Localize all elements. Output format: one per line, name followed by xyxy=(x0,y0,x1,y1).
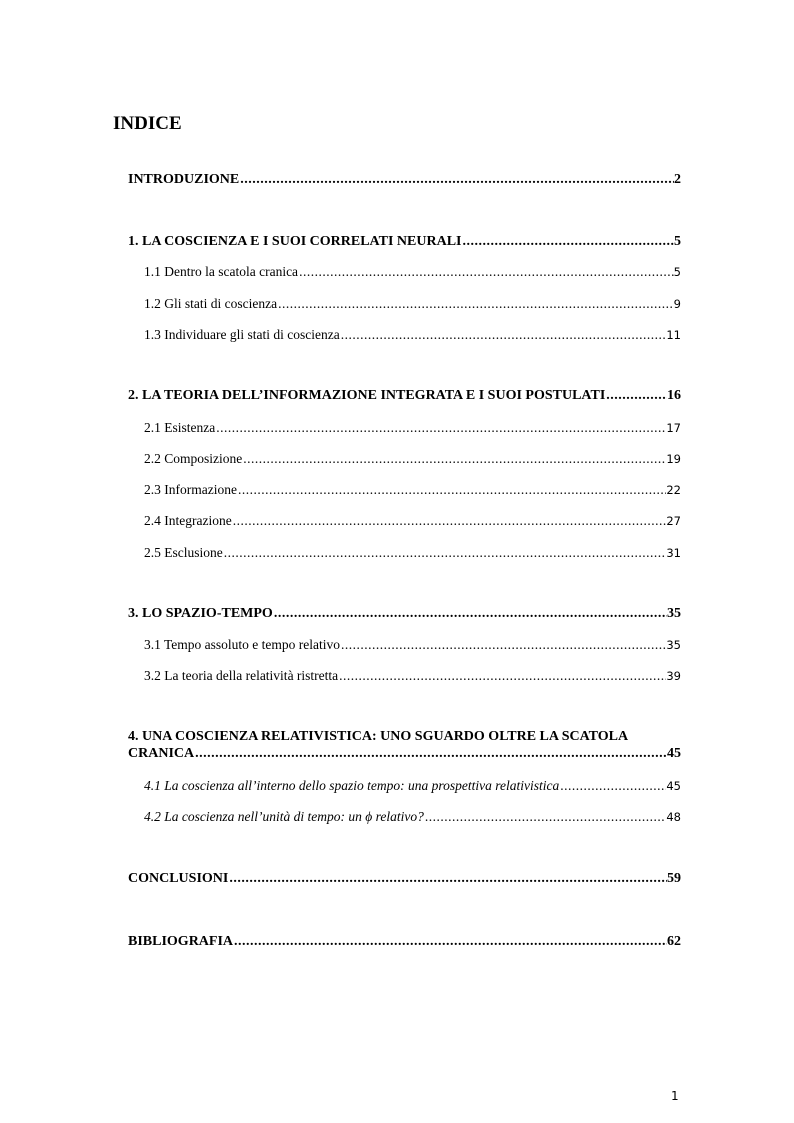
toc-entry-page: 62 xyxy=(667,934,681,949)
toc-entry-1-3[interactable] xyxy=(144,326,681,344)
toc-entry-4-1[interactable] xyxy=(144,777,681,795)
toc-entry-page: 35 xyxy=(666,638,681,652)
toc-entry-title: CONCLUSIONI xyxy=(128,871,229,886)
toc-entry-page: 45 xyxy=(666,779,681,793)
toc-entry-2-4[interactable] xyxy=(144,512,681,530)
toc-leader-dots xyxy=(278,295,674,312)
toc-entry-page: 59 xyxy=(667,871,681,886)
toc-entry-title: 2.4 Integrazione xyxy=(144,513,232,528)
toc-entry-page: 35 xyxy=(667,606,681,621)
toc-entry-2-2[interactable] xyxy=(144,450,681,468)
toc-leader-dots xyxy=(234,933,667,950)
toc-entry-title: 1.2 Gli stati di coscienza xyxy=(144,296,278,311)
toc-entry-conclusioni[interactable] xyxy=(128,870,681,887)
toc-entry-title: INTRODUZIONE xyxy=(128,172,240,187)
toc-entry-page: 27 xyxy=(666,514,681,528)
toc-entry-3-2[interactable] xyxy=(144,667,681,685)
toc-entry-1-2[interactable] xyxy=(144,295,681,313)
toc-entry-title: 4. UNA COSCIENZA RELATIVISTICA: UNO SGUARDO OLTRE LA SCATOLA xyxy=(128,729,629,744)
toc-leader-dots xyxy=(233,512,667,529)
toc-entry-page: 2 xyxy=(674,172,681,187)
toc-leader-dots xyxy=(560,777,666,794)
toc-entry-page: 11 xyxy=(666,328,681,342)
toc-entry-title: 1.3 Individuare gli stati di coscienza xyxy=(144,327,340,342)
toc-entry-title: BIBLIOGRAFIA xyxy=(128,934,234,949)
toc-entry-bibliografia[interactable] xyxy=(128,933,681,950)
toc-leader-dots xyxy=(299,263,674,280)
toc-entry-chapter-1[interactable] xyxy=(128,233,681,250)
toc-leader-dots xyxy=(341,326,667,343)
toc-entry-title: 3.1 Tempo assoluto e tempo relativo xyxy=(144,637,341,652)
toc-entry-chapter-2[interactable] xyxy=(128,387,681,404)
toc-entry-introduzione[interactable] xyxy=(128,171,681,188)
toc-entry-title: 2.5 Esclusione xyxy=(144,545,223,560)
toc-entry-title: 1.1 Dentro la scatola cranica xyxy=(144,264,299,279)
toc-entry-title: 2. LA TEORIA DELL’INFORMAZIONE INTEGRATA E I SUOI POSTULATI xyxy=(128,388,606,403)
toc-leader-dots xyxy=(238,481,666,498)
toc-entry-title: 4.2 La coscienza nell’unità di tempo: un ϕ relativo? xyxy=(144,809,424,824)
toc-entry-chapter-3[interactable] xyxy=(128,605,681,622)
toc-entry-page: 17 xyxy=(666,421,681,435)
toc-entry-page: 19 xyxy=(666,452,681,466)
toc-entry-title: 2.2 Composizione xyxy=(144,451,243,466)
toc-leader-dots xyxy=(243,450,666,467)
toc-entry-title: 1. LA COSCIENZA E I SUOI CORRELATI NEURALI xyxy=(128,234,462,249)
toc-entry-page: 39 xyxy=(666,669,681,683)
toc-leader-dots xyxy=(339,667,666,684)
toc-leader-dots xyxy=(274,605,667,622)
toc-entry-page: 31 xyxy=(666,546,681,560)
toc-entry-page: 5 xyxy=(674,234,681,249)
toc-leader-dots xyxy=(425,808,667,825)
toc-entry-title: 4.1 La coscienza all’interno dello spazio tempo: una prospettiva relativistica xyxy=(144,778,560,793)
toc-entry-page: 45 xyxy=(667,746,681,761)
toc-leader-dots xyxy=(229,870,667,887)
toc-entry-title: 2.1 Esistenza xyxy=(144,420,216,435)
toc-entry-chapter-4[interactable] xyxy=(128,728,681,762)
toc-leader-dots xyxy=(240,171,674,188)
toc-entry-3-1[interactable] xyxy=(144,636,681,654)
toc-entry-page: 48 xyxy=(666,810,681,824)
toc-leader-dots xyxy=(341,636,666,653)
toc-entry-page: 5 xyxy=(673,265,681,279)
toc-entry-page: 9 xyxy=(673,297,681,311)
toc-entry-page: 22 xyxy=(666,483,681,497)
toc-leader-dots xyxy=(462,233,674,250)
toc-entry-2-5[interactable] xyxy=(144,544,681,562)
toc-entry-page: 16 xyxy=(667,388,681,403)
toc-leader-dots xyxy=(224,544,667,561)
toc-entry-title: 2.3 Informazione xyxy=(144,482,237,497)
toc-entry-title-continued: CRANICA xyxy=(128,746,195,761)
toc-entry-title: 3. LO SPAZIO-TEMPO xyxy=(128,606,273,621)
toc-entry-2-1[interactable] xyxy=(144,419,681,437)
toc-entry-2-3[interactable] xyxy=(144,481,681,499)
toc-leader-dots xyxy=(195,745,667,762)
toc-leader-dots xyxy=(216,419,666,436)
page-title: INDICE xyxy=(113,113,182,134)
page-number: 1 xyxy=(671,1089,679,1103)
toc-entry-4-2[interactable] xyxy=(144,808,681,826)
toc-leader-dots xyxy=(606,387,667,404)
toc-entry-1-1[interactable] xyxy=(144,263,681,281)
toc-entry-title: 3.2 La teoria della relatività ristretta xyxy=(144,668,339,683)
